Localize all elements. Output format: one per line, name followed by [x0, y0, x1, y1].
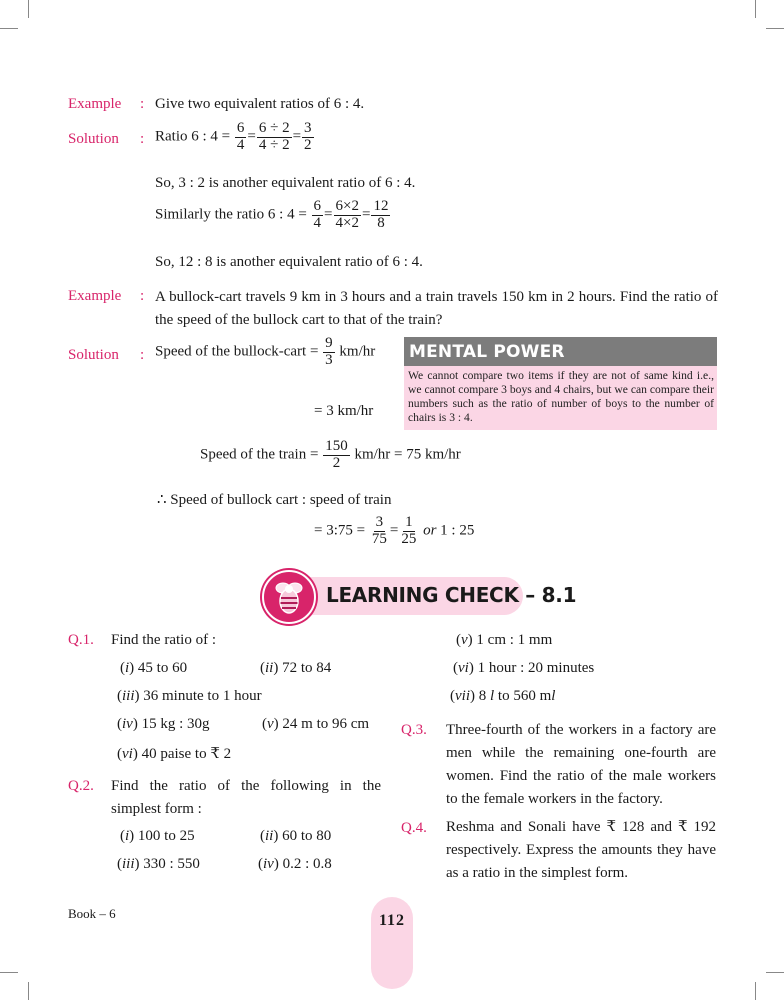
colon: : — [140, 347, 145, 363]
question-number: Q.3. — [401, 722, 427, 738]
ratio-equation: = 3:75 = $\frac{3}{75}$ = $\frac{1}{25}$ or 1 : 25 — [314, 514, 475, 547]
ratio-equation: Ratio 6 : 4 = $\frac{6}{4}$ = $\frac{6 \div 2}{4 \div 2}$ = $\frac{3}{2}$ — [155, 120, 312, 153]
fraction: $\frac{12}{8}$ — [373, 198, 389, 231]
speed-equation — [155, 336, 375, 369]
list-item: (v) 24 m to 96 cm — [262, 716, 370, 732]
fraction: $\frac{6 \div 2}{4 \div 2}$ — [258, 120, 290, 153]
list-item: (vi) 40 paise to ₹ 2 — [117, 746, 232, 762]
solution-label: Solution — [68, 131, 119, 147]
fraction: $\frac{1}{25}$ — [401, 514, 417, 547]
question-number: Q.2. — [68, 778, 94, 794]
crop-mark — [766, 972, 784, 973]
list-item: (ii) 72 to 84 — [260, 660, 332, 676]
list-item: (iv) 15 kg : 30g — [117, 716, 210, 732]
equation-suffix: km/hr = 75 km/hr — [354, 446, 461, 463]
question-text: Find the ratio of : — [111, 632, 216, 648]
colon: : — [140, 288, 145, 304]
crop-mark — [28, 0, 29, 18]
example-label: Example — [68, 96, 122, 112]
mental-power-box — [404, 337, 717, 430]
list-item: (v) 1 cm : 1 mm — [456, 632, 553, 648]
learning-check-title: LEARNING CHECK – 8.1 — [326, 583, 577, 607]
question-text: Three-fourth of the workers in a factory are men while the remaining one-fourth are women. Find the ratio of the male workers to the female workers in the factory. — [446, 722, 716, 807]
fraction: $\frac{150}{2}$ — [325, 438, 348, 471]
or-word: or — [423, 522, 437, 539]
solution-line: So, 12 : 8 is another equivalent ratio of 6 : 4. — [155, 254, 423, 270]
list-item: (vi) 1 hour : 20 minutes — [453, 660, 595, 676]
list-item: (ii) 60 to 80 — [260, 828, 332, 844]
list-item: (vii) 8 l to 560 ml — [450, 688, 556, 704]
example-text: Give two equivalent ratios of 6 : 4. — [155, 96, 365, 112]
mental-power-text: We cannot compare two items if they are not of same kind i.e., we cannot compare 3 boys and 4 chairs, but we can compare their numbers such as the ratio of number of boys to the number of chairs is 3 : 4. — [408, 369, 714, 424]
crop-mark — [766, 28, 784, 29]
list-item: (i) 45 to 60 — [120, 660, 188, 676]
list-item: (iii) 36 minute to 1 hour — [117, 688, 262, 704]
fraction: $\frac{3}{2}$ — [304, 120, 312, 153]
bee-icon — [262, 570, 316, 624]
mental-power-title: MENTAL POWER — [404, 337, 717, 366]
solution-line: So, 3 : 2 is another equivalent ratio of 6 : 4. — [155, 175, 416, 191]
question-number: Q.4. — [401, 820, 427, 836]
unit: km/hr — [339, 343, 376, 360]
crop-mark — [28, 982, 29, 1000]
list-item: (i) 100 to 25 — [120, 828, 195, 844]
crop-mark — [755, 982, 756, 1000]
page-number-tab — [371, 897, 413, 989]
crop-mark — [0, 28, 18, 29]
colon: : — [140, 131, 145, 147]
solution-line: = 3 km/hr — [314, 403, 374, 419]
solution-label: Solution — [68, 347, 119, 363]
equation-prefix: Speed of the bullock-cart = — [155, 343, 319, 360]
page-number: 112 — [378, 912, 406, 929]
ratio-equation: Similarly the ratio 6 : 4 = $\frac{6}{4}$ = $\frac{6\times 2}{4\times 2}$ = $\frac{12}{8}$ — [155, 198, 389, 231]
solution-line: ∴ Speed of bullock cart : speed of train — [157, 492, 392, 508]
equation-suffix: 1 : 25 — [440, 522, 475, 539]
equation-prefix: Ratio 6 : 4 = — [155, 128, 231, 145]
colon: : — [140, 96, 145, 112]
fraction: $\frac{3}{75}$ — [371, 514, 387, 547]
crop-mark — [755, 0, 756, 18]
question-number: Q.1. — [68, 632, 94, 648]
fraction: $\frac{6}{4}$ — [236, 120, 245, 153]
equation-prefix: Speed of the train = — [200, 446, 319, 463]
question-text: Reshma and Sonali have ₹ 128 and ₹ 192 respectively. Express the amounts they have as a ratio in the simplest form. — [446, 819, 716, 881]
list-item: (iv) 0.2 : 0.8 — [258, 856, 332, 872]
fraction: $\frac{6}{4}$ — [313, 198, 322, 231]
bee-icon-graphic — [264, 572, 314, 622]
list-item: (iii) 330 : 550 — [117, 856, 200, 872]
equation-prefix: Similarly the ratio 6 : 4 = — [155, 206, 307, 223]
fraction: $\frac{6\times 2}{4\times 2}$ — [335, 198, 359, 231]
question-text: Find the ratio of the following in the simplest form : — [111, 778, 381, 817]
fraction: $\frac{9}{3}$ — [325, 335, 333, 368]
speed-equation — [200, 439, 461, 472]
crop-mark — [0, 972, 18, 973]
example-label: Example — [68, 288, 122, 304]
book-label: Book – 6 — [68, 906, 116, 921]
equation-prefix: = 3:75 = — [314, 522, 366, 539]
example-text: A bullock-cart travels 9 km in 3 hours and a train travels 150 km in 2 hours. Find the ratio of the speed of the bullock cart to that of the train? — [155, 289, 718, 328]
